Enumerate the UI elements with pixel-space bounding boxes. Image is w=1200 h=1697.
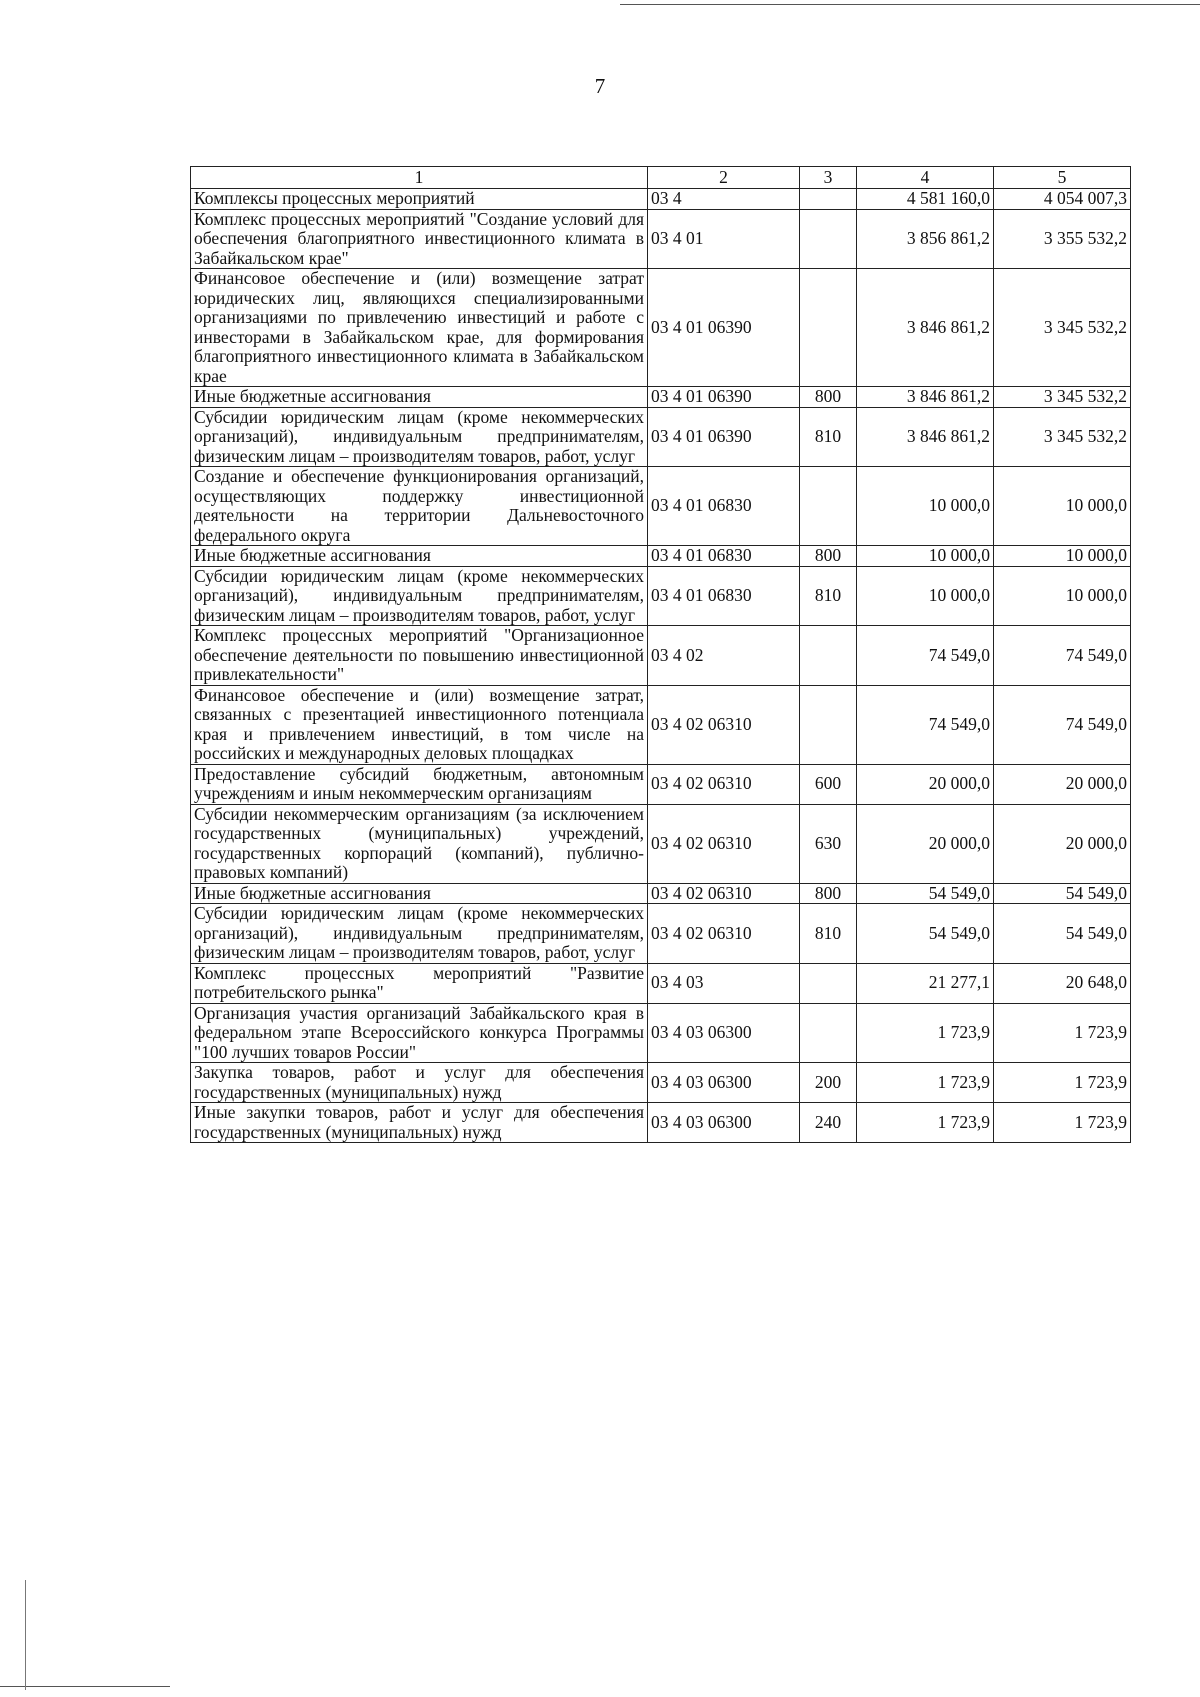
row-type-cell: 810 [800, 566, 857, 626]
table-row [191, 1103, 1131, 1143]
row-name-cell: Комплексы процессных мероприятий [191, 189, 648, 210]
row-value-col5-cell: 1 723,9 [994, 1003, 1131, 1063]
row-code-cell: 03 4 01 06390 [648, 269, 800, 387]
table-row [191, 407, 1131, 467]
table-row [191, 963, 1131, 1003]
row-type-cell [800, 209, 857, 269]
table-row [191, 546, 1131, 567]
row-code-cell: 03 4 03 06300 [648, 1063, 800, 1103]
row-value-col4-cell: 3 846 861,2 [857, 407, 994, 467]
row-name-cell: Комплекс процессных мероприятий "Создание условий для обеспечения благоприятного инвестиционного климата в Забайкальском крае" [191, 209, 648, 269]
table-row [191, 189, 1131, 210]
row-value-col4-cell: 10 000,0 [857, 546, 994, 567]
row-value-col4-cell: 54 549,0 [857, 904, 994, 964]
row-value-col4-cell: 54 549,0 [857, 883, 994, 904]
row-name-cell: Предоставление субсидий бюджетным, автономным учреждениям и иным некоммерческим организациям [191, 764, 648, 804]
table-row [191, 1003, 1131, 1063]
row-value-col5-cell: 3 345 532,2 [994, 407, 1131, 467]
row-code-cell: 03 4 01 06390 [648, 387, 800, 408]
row-name-cell: Создание и обеспечение функционирования организаций, осуществляющих поддержку инвестиционной деятельности на территории Дальневосточного федерального округа [191, 467, 648, 546]
row-value-col5-cell: 54 549,0 [994, 883, 1131, 904]
budget-table [190, 166, 1131, 1143]
row-type-cell [800, 685, 857, 764]
table-row [191, 467, 1131, 546]
row-value-col4-cell: 3 856 861,2 [857, 209, 994, 269]
row-code-cell: 03 4 [648, 189, 800, 210]
table-row [191, 883, 1131, 904]
table-row [191, 804, 1131, 883]
row-name-cell: Субсидии юридическим лицам (кроме некоммерческих организаций), индивидуальным предпринимателям, физическим лицам – производителям товаров, работ, услуг [191, 566, 648, 626]
row-value-col5-cell: 1 723,9 [994, 1103, 1131, 1143]
row-code-cell: 03 4 01 [648, 209, 800, 269]
row-value-col4-cell: 10 000,0 [857, 467, 994, 546]
row-code-cell: 03 4 02 06310 [648, 904, 800, 964]
row-name-cell: Субсидии юридическим лицам (кроме некоммерческих организаций), индивидуальным предпринимателям, физическим лицам – производителям товаров, работ, услуг [191, 904, 648, 964]
row-value-col5-cell: 20 648,0 [994, 963, 1131, 1003]
row-name-cell: Организация участия организаций Забайкальского края в федеральном этапе Всероссийского конкурса Программы "100 лучших товаров России" [191, 1003, 648, 1063]
row-type-cell: 630 [800, 804, 857, 883]
row-code-cell: 03 4 02 [648, 626, 800, 686]
row-value-col5-cell: 10 000,0 [994, 546, 1131, 567]
scan-left-rule [25, 1580, 26, 1690]
row-value-col4-cell: 74 549,0 [857, 626, 994, 686]
row-type-cell: 200 [800, 1063, 857, 1103]
table-row [191, 387, 1131, 408]
row-value-col5-cell: 10 000,0 [994, 467, 1131, 546]
row-value-col5-cell: 20 000,0 [994, 764, 1131, 804]
row-code-cell: 03 4 01 06830 [648, 546, 800, 567]
row-value-col4-cell: 21 277,1 [857, 963, 994, 1003]
row-value-col5-cell: 74 549,0 [994, 685, 1131, 764]
row-type-cell: 810 [800, 407, 857, 467]
row-code-cell: 03 4 03 06300 [648, 1003, 800, 1063]
row-type-cell [800, 963, 857, 1003]
row-value-col4-cell: 20 000,0 [857, 764, 994, 804]
row-name-cell: Комплекс процессных мероприятий "Развитие потребительского рынка" [191, 963, 648, 1003]
row-name-cell: Комплекс процессных мероприятий "Организационное обеспечение деятельности по повышению инвестиционной привлекательности" [191, 626, 648, 686]
row-name-cell: Иные бюджетные ассигнования [191, 387, 648, 408]
table-header-row [191, 167, 1131, 189]
row-value-col4-cell: 10 000,0 [857, 566, 994, 626]
row-type-cell [800, 189, 857, 210]
row-value-col4-cell: 20 000,0 [857, 804, 994, 883]
scan-top-rule [620, 4, 1200, 5]
table-row [191, 764, 1131, 804]
row-value-col4-cell: 1 723,9 [857, 1063, 994, 1103]
row-type-cell: 600 [800, 764, 857, 804]
table-row [191, 566, 1131, 626]
row-code-cell: 03 4 03 06300 [648, 1103, 800, 1143]
table-row [191, 685, 1131, 764]
header-cell-1: 1 [191, 167, 648, 189]
row-value-col4-cell: 1 723,9 [857, 1103, 994, 1143]
table-row [191, 209, 1131, 269]
row-code-cell: 03 4 01 06390 [648, 407, 800, 467]
row-code-cell: 03 4 02 06310 [648, 804, 800, 883]
row-type-cell: 810 [800, 904, 857, 964]
row-code-cell: 03 4 01 06830 [648, 467, 800, 546]
row-value-col4-cell: 4 581 160,0 [857, 189, 994, 210]
row-value-col5-cell: 74 549,0 [994, 626, 1131, 686]
row-value-col5-cell: 10 000,0 [994, 566, 1131, 626]
row-code-cell: 03 4 02 06310 [648, 883, 800, 904]
row-code-cell: 03 4 01 06830 [648, 566, 800, 626]
table-row [191, 1063, 1131, 1103]
row-name-cell: Закупка товаров, работ и услуг для обеспечения государственных (муниципальных) нужд [191, 1063, 648, 1103]
table-row [191, 269, 1131, 387]
row-value-col5-cell: 4 054 007,3 [994, 189, 1131, 210]
header-cell-3: 3 [800, 167, 857, 189]
header-cell-5: 5 [994, 167, 1131, 189]
row-type-cell: 240 [800, 1103, 857, 1143]
row-value-col5-cell: 3 355 532,2 [994, 209, 1131, 269]
row-name-cell: Субсидии юридическим лицам (кроме некоммерческих организаций), индивидуальным предпринимателям, физическим лицам – производителям товаров, работ, услуг [191, 407, 648, 467]
row-name-cell: Финансовое обеспечение и (или) возмещение затрат, связанных с презентацией инвестиционного потенциала края и привлечением инвестиций, в том числе на российских и международных деловых площадках [191, 685, 648, 764]
row-value-col5-cell: 3 345 532,2 [994, 387, 1131, 408]
row-name-cell: Финансовое обеспечение и (или) возмещение затрат юридических лиц, являющихся специализированными организациями по привлечению инвестиций и работе с инвесторами в Забайкальском крае, для формирования благоприятного инвестиционного климата в Забайкальском крае [191, 269, 648, 387]
row-name-cell: Иные закупки товаров, работ и услуг для обеспечения государственных (муниципальных) нужд [191, 1103, 648, 1143]
table-row [191, 904, 1131, 964]
table-row [191, 626, 1131, 686]
row-code-cell: 03 4 03 [648, 963, 800, 1003]
row-value-col5-cell: 3 345 532,2 [994, 269, 1131, 387]
header-cell-2: 2 [648, 167, 800, 189]
row-value-col4-cell: 1 723,9 [857, 1003, 994, 1063]
row-type-cell: 800 [800, 883, 857, 904]
row-value-col4-cell: 3 846 861,2 [857, 387, 994, 408]
row-name-cell: Иные бюджетные ассигнования [191, 883, 648, 904]
row-value-col4-cell: 3 846 861,2 [857, 269, 994, 387]
row-type-cell: 800 [800, 546, 857, 567]
row-type-cell [800, 269, 857, 387]
row-name-cell: Иные бюджетные ассигнования [191, 546, 648, 567]
row-value-col5-cell: 1 723,9 [994, 1063, 1131, 1103]
row-type-cell [800, 467, 857, 546]
header-cell-4: 4 [857, 167, 994, 189]
row-type-cell [800, 1003, 857, 1063]
row-value-col5-cell: 54 549,0 [994, 904, 1131, 964]
budget-table-body [191, 167, 1131, 1143]
row-name-cell: Субсидии некоммерческим организациям (за исключением государственных (муниципальных) учреждений, государственных корпораций (компаний), публично-правовых компаний) [191, 804, 648, 883]
row-type-cell [800, 626, 857, 686]
row-code-cell: 03 4 02 06310 [648, 764, 800, 804]
row-type-cell: 800 [800, 387, 857, 408]
row-value-col4-cell: 74 549,0 [857, 685, 994, 764]
row-code-cell: 03 4 02 06310 [648, 685, 800, 764]
page-number: 7 [594, 74, 606, 98]
row-value-col5-cell: 20 000,0 [994, 804, 1131, 883]
